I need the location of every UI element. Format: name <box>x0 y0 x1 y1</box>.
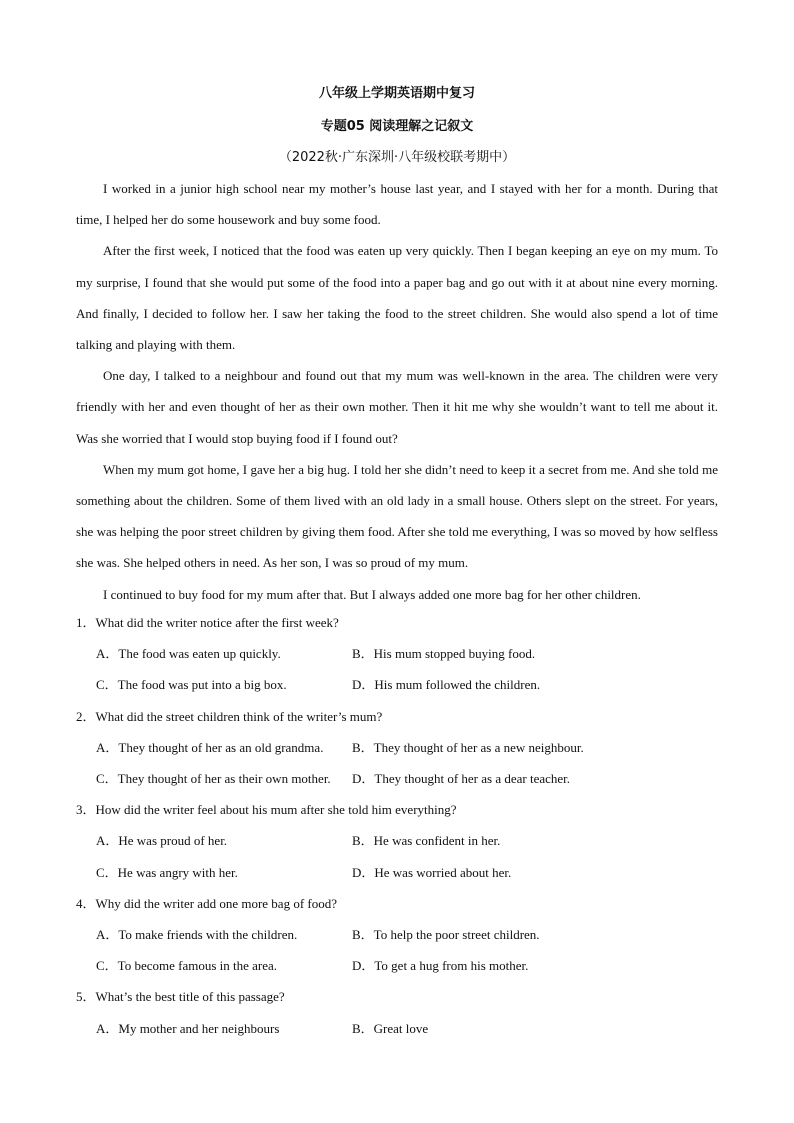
paragraph: I continued to buy food for my mum after that. But I always added one more bag for her other children. <box>103 586 641 602</box>
reading-passage <box>76 173 718 610</box>
question-item <box>76 794 718 888</box>
question-stem: 2．What did the street children think of the writer’s mum? <box>76 708 383 724</box>
option-d[interactable]: D．His mum followed the children. <box>352 677 541 693</box>
option-d[interactable]: D．To get a hug from his mother. <box>352 958 529 974</box>
option-b[interactable]: B．To help the poor street children. <box>352 927 540 943</box>
paragraph: When my mum got home, I gave her a big hug. I told her she didn’t need to keep it a secret from me. And she told me something about the children. Some of them lived with an old lady in a small house. Others slept on the street. For years, she was helping the poor street children by giving them food. After she told me everything, I was so moved by how selfless she was. She helped others in need. As her son, I was so proud of my mum. <box>76 461 718 571</box>
question-list <box>76 607 718 1044</box>
option-a[interactable]: A．He was proud of her. <box>96 833 228 849</box>
option-group <box>76 825 718 887</box>
source-note: （2022秋·广东深圳·八年级校联考期中） <box>278 150 516 165</box>
option-c[interactable]: C．The food was put into a big box. <box>96 677 287 693</box>
paragraph: One day, I talked to a neighbour and found out that my mum was well-known in the area. The children were very friendly with her and even thought of her as their own mother. Then it hit me why she wouldn’t want to tell me about it. Was she worried that I would stop buying food if I found out? <box>76 368 718 446</box>
option-b[interactable]: B．Great love <box>352 1020 429 1036</box>
option-d[interactable]: D．He was worried about her. <box>352 864 512 880</box>
option-c[interactable]: C．He was angry with her. <box>96 864 238 880</box>
option-c[interactable]: C．They thought of her as their own mother. <box>96 771 331 787</box>
paragraph: After the first week, I noticed that the food was eaten up very quickly. Then I began keeping an eye on my mum. To my surprise, I found that she would put some of the food into a paper bag and go out with it at about nine every morning. And finally, I decided to follow her. I saw her taking the food to the street children. She would also spend a lot of time talking and playing with them. <box>76 243 718 353</box>
question-item <box>76 981 718 1043</box>
question-item <box>76 888 718 982</box>
option-a[interactable]: A．To make friends with the children. <box>96 927 298 943</box>
option-c[interactable]: C．To become famous in the area. <box>96 958 278 974</box>
option-b[interactable]: B．He was confident in her. <box>352 833 501 849</box>
page-title: 八年级上学期英语期中复习 <box>318 86 475 101</box>
option-b[interactable]: B．His mum stopped buying food. <box>352 646 536 662</box>
paragraph: I worked in a junior high school near my mother’s house last year, and I stayed with her for a month. During that time, I helped her do some housework and buy some food. <box>76 181 718 228</box>
question-stem: 1．What did the writer notice after the first week? <box>76 615 339 630</box>
option-b[interactable]: B．They thought of her as a new neighbour. <box>352 739 584 755</box>
question-item <box>76 701 718 795</box>
option-group <box>76 732 718 794</box>
option-a[interactable]: A．The food was eaten up quickly. <box>96 646 281 662</box>
option-group <box>76 919 718 981</box>
question-item <box>76 607 718 701</box>
question-stem: 4．Why did the writer add one more bag of food? <box>76 895 338 911</box>
topic-subtitle: 专题05 阅读理解之记叙文 <box>320 119 474 134</box>
question-stem: 5．What’s the best title of this passage? <box>76 989 285 1005</box>
question-stem: 3．How did the writer feel about his mum after she told him everything? <box>76 802 457 818</box>
option-a[interactable]: A．My mother and her neighbours <box>96 1020 280 1036</box>
option-d[interactable]: D．They thought of her as a dear teacher. <box>352 771 571 787</box>
option-a[interactable]: A．They thought of her as an old grandma. <box>96 739 324 755</box>
option-group <box>76 638 718 700</box>
option-group <box>76 1013 718 1044</box>
